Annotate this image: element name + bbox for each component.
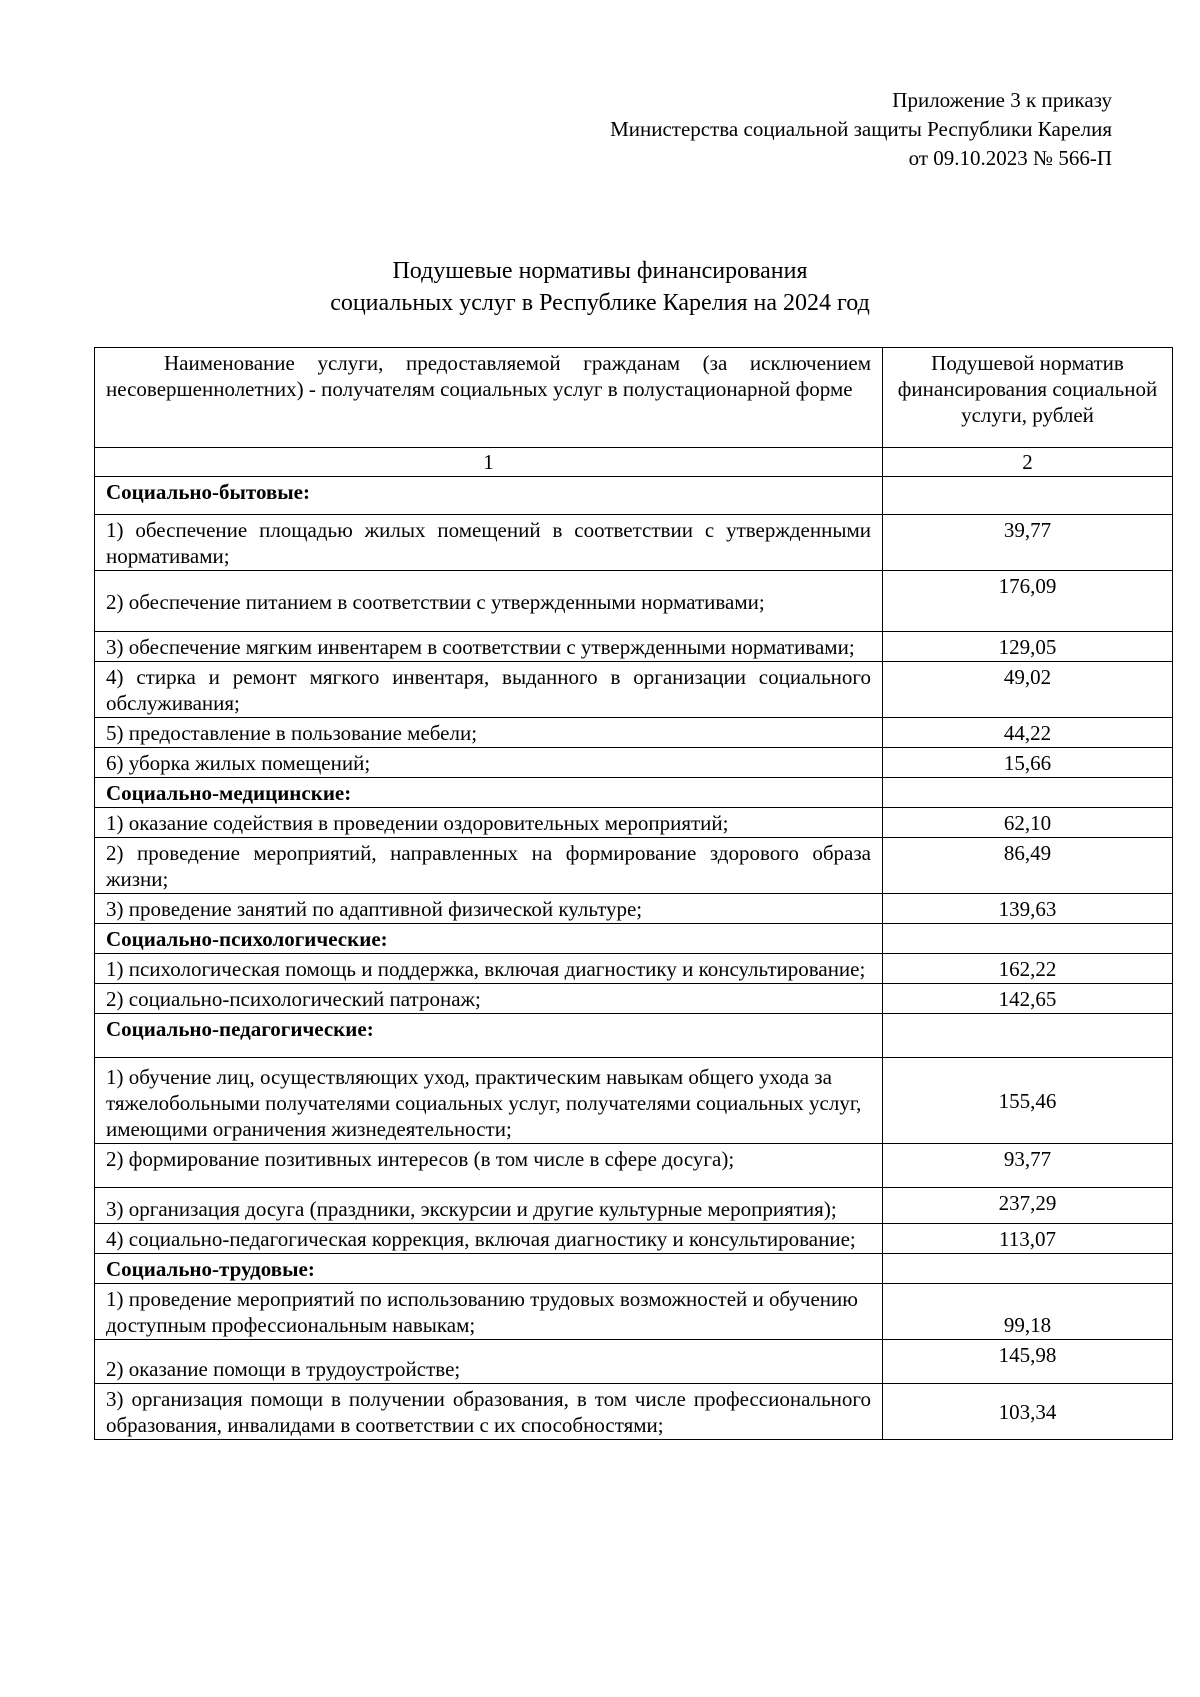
column-number-2: 2 [883, 448, 1173, 477]
service-name: 5) предоставление в пользование мебели; [95, 718, 883, 748]
table-header-row [95, 348, 1173, 448]
service-name: 1) обеспечение площадью жилых помещений в соответствии с утвержденными нормативами; [95, 515, 883, 571]
section-title: Социально-психологические: [95, 924, 883, 954]
norm-value: 129,05 [883, 632, 1173, 662]
table-row [95, 1188, 1173, 1224]
norm-value: 113,07 [883, 1224, 1173, 1254]
service-name: 1) проведение мероприятий по использованию трудовых возможностей и обучению доступным профессиональным навыкам; [95, 1284, 883, 1340]
table-row [95, 1224, 1173, 1254]
table-row [95, 662, 1173, 718]
order-reference-header [610, 86, 1112, 173]
table-row [95, 1058, 1173, 1144]
service-name: 2) оказание помощи в трудоустройстве; [95, 1340, 883, 1384]
table-row [95, 632, 1173, 662]
norm-value: 15,66 [883, 748, 1173, 778]
table-row [95, 718, 1173, 748]
section-row [95, 924, 1173, 954]
service-name: 3) проведение занятий по адаптивной физической культуре; [95, 894, 883, 924]
norm-value: 162,22 [883, 954, 1173, 984]
service-name: 2) социально-психологический патронаж; [95, 984, 883, 1014]
order-date-number-line: от 09.10.2023 № 566-П [908, 146, 1112, 170]
table-row [95, 1384, 1173, 1440]
norm-value: 99,18 [883, 1284, 1173, 1340]
norm-value: 93,77 [883, 1144, 1173, 1188]
service-name: 3) организация помощи в получении образования, в том числе профессионального образования, инвалидами в соответствии с их способностями; [95, 1384, 883, 1440]
service-name: 1) психологическая помощь и поддержка, включая диагностику и консультирование; [95, 954, 883, 984]
norm-value: 49,02 [883, 662, 1173, 718]
service-name: 2) формирование позитивных интересов (в том числе в сфере досуга); [95, 1144, 883, 1188]
section-row [95, 778, 1173, 808]
service-name: 2) проведение мероприятий, направленных на формирование здорового образа жизни; [95, 838, 883, 894]
section-title: Социально-трудовые: [95, 1254, 883, 1284]
document-title [0, 255, 1200, 319]
service-name: 6) уборка жилых помещений; [95, 748, 883, 778]
service-name: 4) социально-педагогическая коррекция, включая диагностику и консультирование; [95, 1224, 883, 1254]
service-name: 1) оказание содействия в проведении оздоровительных мероприятий; [95, 808, 883, 838]
section-title: Социально-бытовые: [95, 477, 883, 515]
norms-table [94, 347, 1173, 1440]
section-title: Социально-медицинские: [95, 778, 883, 808]
table-row [95, 838, 1173, 894]
column-number-1: 1 [95, 448, 883, 477]
section-title: Социально-педагогические: [95, 1014, 883, 1058]
table-row [95, 1284, 1173, 1340]
norm-value [883, 924, 1173, 954]
section-row [95, 1254, 1173, 1284]
norm-column-header: Подушевой норматив финансирования социальной услуги, рублей [883, 348, 1173, 448]
column-number-row [95, 448, 1173, 477]
norm-value: 103,34 [883, 1384, 1173, 1440]
table-row [95, 1144, 1173, 1188]
norm-value [883, 1254, 1173, 1284]
title-line-2: социальных услуг в Республике Карелия на 2024 год [330, 290, 870, 316]
appendix-line: Приложение 3 к приказу [892, 88, 1112, 112]
norm-value: 44,22 [883, 718, 1173, 748]
norm-value: 86,49 [883, 838, 1173, 894]
norm-value: 62,10 [883, 808, 1173, 838]
norm-value: 237,29 [883, 1188, 1173, 1224]
service-name: 1) обучение лиц, осуществляющих уход, практическим навыкам общего ухода за тяжелобольными получателями социальных услуг, получателями социальных услуг, имеющими ограничения жизнедеятельности; [95, 1058, 883, 1144]
table-row [95, 984, 1173, 1014]
norm-value [883, 477, 1173, 515]
table-row [95, 894, 1173, 924]
table-row [95, 748, 1173, 778]
norm-value: 142,65 [883, 984, 1173, 1014]
service-name: 3) обеспечение мягким инвентарем в соответствии с утвержденными нормативами; [95, 632, 883, 662]
norm-value: 139,63 [883, 894, 1173, 924]
table-row [95, 1340, 1173, 1384]
service-name: 2) обеспечение питанием в соответствии с утвержденными нормативами; [95, 571, 883, 632]
norm-value: 176,09 [883, 571, 1173, 632]
norm-value [883, 778, 1173, 808]
service-name: 4) стирка и ремонт мягкого инвентаря, выданного в организации социального обслуживания; [95, 662, 883, 718]
norm-value: 39,77 [883, 515, 1173, 571]
table-row [95, 571, 1173, 632]
table-row [95, 515, 1173, 571]
norm-value: 145,98 [883, 1340, 1173, 1384]
norm-value: 155,46 [883, 1058, 1173, 1144]
norm-value [883, 1014, 1173, 1058]
service-name-column-header: Наименование услуги, предоставляемой гражданам (за исключением несовершеннолетних) - получателям социальных услуг в полустационарной форме [95, 348, 883, 448]
section-row [95, 477, 1173, 515]
title-line-1: Подушевые нормативы финансирования [392, 258, 808, 284]
table-row [95, 954, 1173, 984]
table-row [95, 808, 1173, 838]
section-row [95, 1014, 1173, 1058]
ministry-line: Министерства социальной защиты Республики Карелия [610, 117, 1112, 141]
service-name: 3) организация досуга (праздники, экскурсии и другие культурные мероприятия); [95, 1188, 883, 1224]
